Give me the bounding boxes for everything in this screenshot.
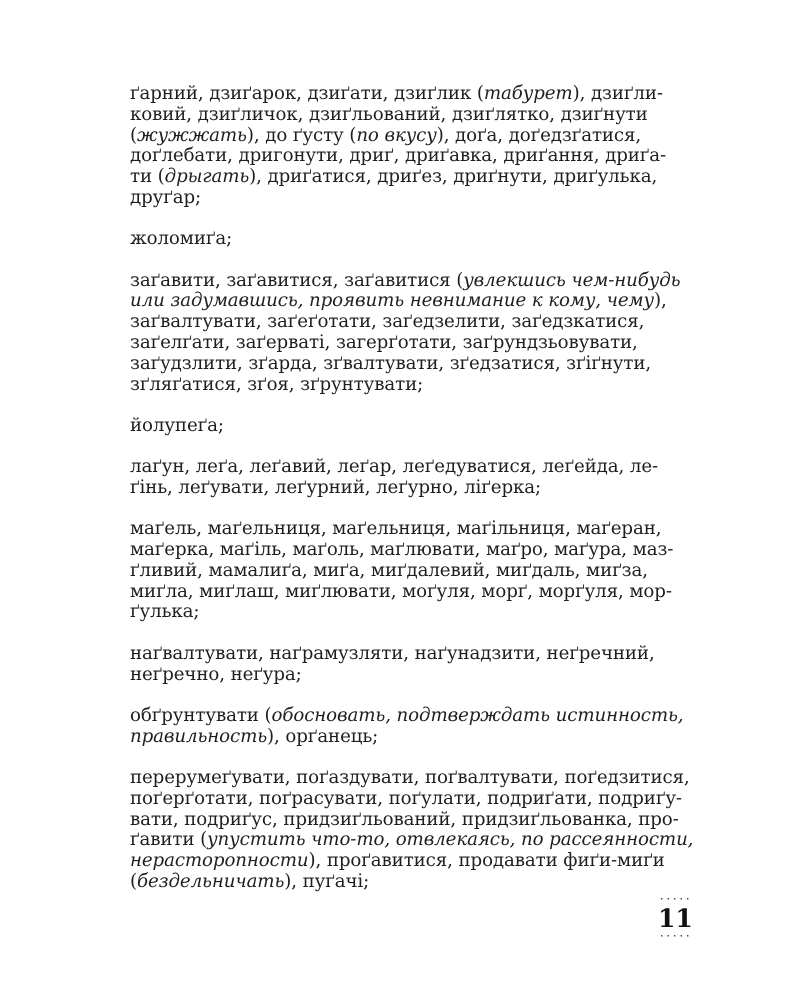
word-run: ковий, дзиґличок, дзиґльований, дзиґлятко, дзиґнути: [130, 103, 648, 125]
word-list-paragraph: [130, 84, 690, 209]
word-run: ), проґавитися, продавати фиґи-миґи: [308, 850, 665, 872]
text-line: [130, 291, 690, 312]
text-line: [130, 602, 690, 623]
text-line: [130, 540, 690, 561]
word-run: наґвалтувати, наґрамузляти, наґунадзити, неґречний,: [130, 642, 655, 664]
italic-translation: по вкусу: [356, 124, 437, 146]
word-run: миґла, миґлаш, миґлювати, моґуля, морґ, морґуля, мор-: [130, 580, 672, 602]
word-run: (: [130, 124, 137, 146]
text-line: [130, 167, 690, 188]
word-run: доґлебати, дригонути, дриґ, дриґавка, дриґання, дриґа-: [130, 145, 667, 167]
text-line: [130, 561, 690, 582]
text-line: [130, 416, 690, 437]
text-line: [130, 829, 694, 851]
text-line: [130, 312, 690, 333]
word-run: ґінь, леґувати, леґурний, леґурно, ліґерка;: [130, 476, 542, 498]
text-line: [130, 354, 690, 375]
word-list-paragraph: [130, 416, 690, 437]
page-number-dots-bottom: ·····: [658, 931, 692, 942]
text-line: [130, 644, 690, 665]
word-list-paragraph: [130, 766, 694, 893]
text-line: [130, 478, 690, 499]
word-run: ),: [653, 290, 667, 312]
page-number-block: [658, 895, 692, 942]
word-run: лаґун, леґа, леґавий, леґар, леґедуватися, леґейда, ле-: [130, 456, 659, 478]
italic-translation: или задумавшись, проявить невнимание к кому, чему: [130, 290, 654, 312]
italic-translation: жужжать: [137, 124, 247, 146]
word-run: ), дриґатися, дриґез, дриґнути, дриґулька,: [249, 166, 658, 188]
word-run: ґулька;: [130, 601, 200, 623]
word-run: маґерка, маґіль, маґоль, маґлювати, маґро, маґура, маз-: [130, 539, 674, 561]
text-line: [130, 789, 690, 810]
text-line: [130, 851, 690, 872]
word-run: ти (: [130, 166, 165, 188]
word-run: друґар;: [130, 186, 202, 208]
word-list-paragraph: [130, 271, 690, 396]
word-run: ), пуґачі;: [284, 870, 370, 892]
word-run: ), доґа, доґедзґатися,: [436, 124, 642, 146]
text-line: [130, 582, 690, 603]
word-list-paragraph: [130, 644, 690, 686]
word-run: (: [130, 870, 137, 892]
italic-translation: упустить что-то, отвлекаясь, по рассеянности,: [207, 829, 694, 851]
italic-translation: правильность: [130, 725, 268, 747]
page-number-dots-top: ·····: [658, 894, 692, 905]
word-run: заґудзлити, зґарда, зґвалтувати, зґедзатися, зґіґнути,: [130, 352, 652, 374]
word-run: ґавити (: [130, 829, 208, 851]
text-line: [130, 271, 690, 292]
text-line: [130, 84, 690, 105]
word-run: заґелґати, заґерватi, загерґотати, заґрундзьовувати,: [130, 331, 638, 353]
italic-translation: дрыгать: [164, 166, 250, 188]
italic-translation: нерасторопности: [130, 850, 309, 872]
word-list-paragraph: [130, 457, 690, 499]
text-line: [130, 727, 690, 748]
word-run: жоломиґа;: [130, 228, 233, 250]
text-line: [130, 229, 690, 250]
word-run: перерумеґувати, поґаздувати, поґвалтувати, поґедзитися,: [130, 766, 690, 788]
word-run: неґречно, неґура;: [130, 663, 302, 685]
word-run: поґерґотати, поґрасувати, поґулати, подриґати, подриґу-: [130, 787, 682, 809]
word-run: ґарний, дзиґарок, дзиґати, дзиґлик (: [130, 83, 484, 104]
italic-translation: обосновать, подтверждать истинность,: [271, 704, 684, 726]
word-run: обґрунтувати (: [130, 704, 272, 726]
text-line: [130, 188, 690, 209]
word-run: ), до ґусту (: [246, 124, 357, 146]
word-list-paragraph: [130, 229, 690, 250]
dictionary-text-block: [130, 83, 694, 913]
italic-translation: увлекшись чем-нибудь: [463, 269, 681, 291]
word-run: ґливий, мамалиґа, миґа, миґдалевий, миґдаль, миґза,: [130, 559, 648, 581]
text-line: [130, 665, 690, 686]
word-run: заґвалтувати, заґеґотати, заґедзелити, заґедзкатися,: [130, 311, 645, 333]
word-run: вати, подриґус, придзиґльований, придзиґльованка, про-: [130, 808, 679, 830]
word-run: зґляґатися, зґоя, зґрунтувати;: [130, 373, 424, 395]
text-line: [130, 146, 690, 167]
text-line: [130, 105, 690, 126]
word-run: ), орґанець;: [267, 725, 379, 747]
word-run: маґель, маґельниця, маґельниця, маґільниця, маґеран,: [130, 518, 662, 540]
text-line: [130, 768, 690, 789]
text-line: [130, 706, 690, 727]
word-list-paragraph: [130, 706, 690, 748]
italic-translation: бездельничать: [137, 870, 285, 892]
text-line: [130, 333, 690, 354]
text-line: [130, 872, 690, 893]
text-line: [130, 457, 690, 478]
word-run: заґавити, заґавитися, заґавитися (: [130, 269, 464, 291]
text-line: [130, 375, 690, 396]
page-number: 11: [658, 904, 693, 933]
word-list-paragraph: [130, 519, 690, 623]
word-run: ), дзиґли-: [572, 83, 663, 104]
text-line: [130, 810, 690, 831]
italic-translation: табурет: [483, 83, 573, 104]
text-line: [130, 126, 690, 147]
word-run: йолупеґа;: [130, 414, 224, 436]
text-line: [130, 519, 690, 540]
